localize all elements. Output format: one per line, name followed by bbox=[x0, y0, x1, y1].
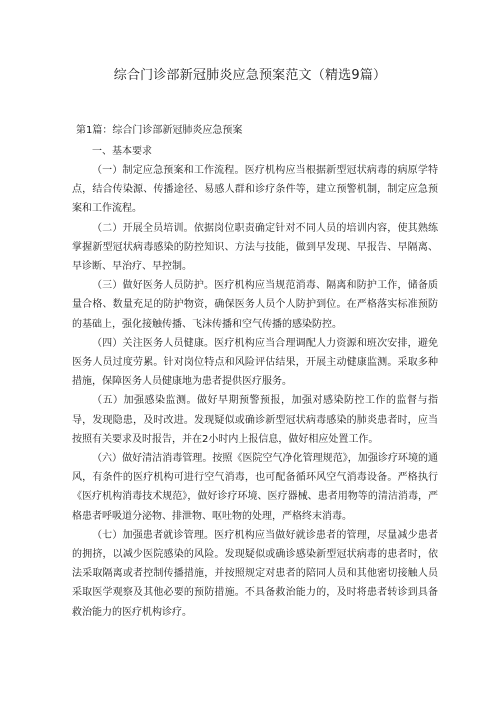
document-body bbox=[72, 121, 438, 622]
document-title: 综合门诊部新冠肺炎应急预案范文（精选9篇） bbox=[113, 68, 387, 83]
paragraph-4: （四）关注医务人员健康。医疗机构应当合理调配人力资源和班次安排，避免医务人员过度劳累。针对岗位特点和风险评估结果，开展主动健康监测。采取多种措施，保障医务人员健康地为患者提供医疗服务。 bbox=[72, 337, 438, 388]
paragraph-5: （五）加强感染监测。做好早期预警预报，加强对感染防控工作的监督与指导，发现隐患，及时改进。发现疑似或确诊新型冠状病毒感染的肺炎患者时，应当按照有关要求及时报告，并在2小时内上报信息，做好相应处置工作。 bbox=[72, 395, 438, 445]
section-title: 第1篇：综合门诊部新冠肺炎应急预案 bbox=[76, 125, 243, 136]
paragraph-3: （三）做好医务人员防护。医疗机构应当规范消毒、隔离和防护工作，储备质量合格、数量充足的防护物资，确保医务人员个人防护到位。在严格落实标准预防的基础上，强化接触传播、飞沫传播和空气传播的感染防控。 bbox=[72, 280, 438, 330]
paragraph-1: （一）制定应急预案和工作流程。医疗机构应当根据新型冠状病毒的病原学特点，结合传染源、传播途径、易感人群和诊疗条件等，建立预警机制，制定应急预案和工作流程。 bbox=[72, 165, 438, 215]
paragraph-6: （六）做好清洁消毒管理。按照《医院空气净化管理规范》，加强诊疗环境的通风，有条件的医疗机构可进行空气消毒，也可配备循环风空气消毒设备。严格执行《医疗机构消毒技术规范》，做好诊疗环境、医疗器械、患者用物等的清洁消毒，严格患者呼吸道分泌物、排泄物、呕吐物的处理，严格终末消毒。 bbox=[72, 453, 438, 522]
paragraph-7: （七）加强患者就诊管理。医疗机构应当做好就诊患者的管理，尽量减少患者的拥挤，以减少医院感染的风险。发现疑似或确诊感染新型冠状病毒的患者时，依法采取隔离或者控制传播措施，并按照规定对患者的陪同人员和其他密切接触人员采取医学观察及其他必要的预防措施。不具备救治能力的，及时将患者转诊到具备救治能力的医疗机构诊疗。 bbox=[72, 529, 438, 618]
subheading-basic-requirements: 一、基本要求 bbox=[92, 146, 152, 157]
paragraph-2: （二）开展全员培训。依据岗位职责确定针对不同人员的培训内容，使其熟练掌握新型冠状病毒感染的防控知识、方法与技能，做到早发现、早报告、早隔离、早诊断、早治疗、早控制。 bbox=[72, 222, 438, 273]
